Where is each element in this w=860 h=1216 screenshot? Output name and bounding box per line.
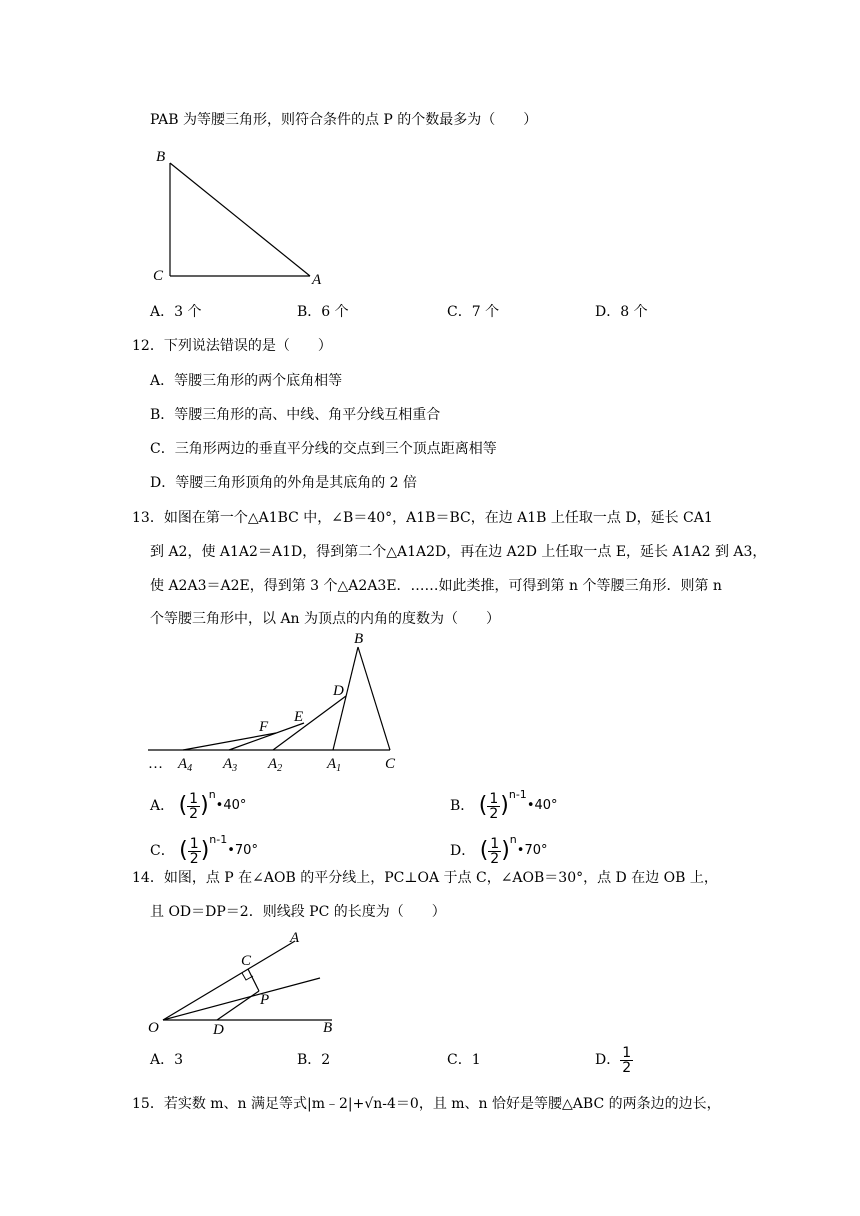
q11-stem: PAB 为等腰三角形，则符合条件的点 P 的个数最多为（ ） xyxy=(150,112,538,128)
q11-option-a[interactable]: A．3 个 xyxy=(150,304,202,320)
label-B: B xyxy=(156,149,166,165)
q14-option-a[interactable]: A．3 xyxy=(150,1052,184,1068)
label-D: D xyxy=(333,683,344,699)
q13-option-c[interactable]: C． ( $\frac{1}{2}$ )$^{n-1}$•70° xyxy=(150,833,258,867)
q15-stem-line-1: 15．若实数 m、n 满足等式|m﹣2|+√n-4＝0，且 m、n 恰好是等腰△ABC 的两条边的边长， xyxy=(132,1096,721,1112)
label-A2: $A_2$ xyxy=(268,756,283,774)
q11-option-b[interactable]: B．6 个 xyxy=(297,304,349,320)
label-E: E xyxy=(294,709,304,725)
q12-option-b[interactable]: B．等腰三角形的高、中线、角平分线互相重合 xyxy=(150,407,441,423)
q13-stem-line-1: 13．如图在第一个△A1BC 中，∠B＝40°，A1B＝BC，在边 A1B 上任取一点 D，延长 CA1 xyxy=(132,510,713,526)
label-A3: $A_3$ xyxy=(223,756,238,774)
q11-figure xyxy=(150,150,340,290)
q14-option-c[interactable]: C．1 xyxy=(447,1052,481,1068)
label-dots: … xyxy=(148,756,163,772)
q12-option-c[interactable]: C．三角形两边的垂直平分线的交点到三个顶点距离相等 xyxy=(150,441,497,457)
q14-stem-line-2: 且 OD＝DP＝2．则线段 PC 的长度为（ ） xyxy=(150,904,446,920)
label-P: P xyxy=(260,992,270,1008)
q13-stem-line-4: 个等腰三角形中，以 An 为顶点的内角的度数为（ ） xyxy=(150,611,501,627)
label-A: A xyxy=(312,272,322,288)
q14-figure xyxy=(145,928,355,1038)
label-B: B xyxy=(323,1020,333,1036)
q11-option-d[interactable]: D．8 个 xyxy=(595,304,648,320)
label-C: C xyxy=(153,268,164,284)
q12-stem: 12．下列说法错误的是（ ） xyxy=(132,338,332,354)
q13-option-a[interactable]: A． ( $\frac{1}{2}$ )$^n$•40° xyxy=(150,788,247,822)
q12-option-d[interactable]: D．等腰三角形顶角的外角是其底角的 2 倍 xyxy=(150,475,418,491)
q13-figure xyxy=(145,630,415,775)
q13-option-b[interactable]: B． ( $\frac{1}{2}$ )$^{n-1}$•40° xyxy=(450,788,558,822)
q13-stem-line-2: 到 A2，使 A1A2＝A1D，得到第二个△A1A2D，再在边 A2D 上任取一点 E，延长 A1A2 到 A3， xyxy=(150,544,767,560)
label-O: O xyxy=(148,1020,159,1036)
label-A: A xyxy=(290,930,300,946)
label-D: D xyxy=(213,1022,224,1038)
q12-option-a[interactable]: A．等腰三角形的两个底角相等 xyxy=(150,373,343,389)
q13-stem-line-3: 使 A2A3＝A2E，得到第 3 个△A2A3E．……如此类推，可得到第 n 个等腰三角形．则第 n xyxy=(150,578,722,594)
label-F: F xyxy=(259,719,269,735)
q14-option-b[interactable]: B．2 xyxy=(297,1052,331,1068)
label-A4: $A_4$ xyxy=(178,756,193,774)
q14-stem-line-1: 14．如图，点 P 在∠AOB 的平分线上，PC⊥OA 于点 C，∠AOB＝30°，点 D 在边 OB 上， xyxy=(132,870,718,886)
q13-option-d[interactable]: D． ( $\frac{1}{2}$ )$^n$•70° xyxy=(450,833,548,867)
q11-option-c[interactable]: C．7 个 xyxy=(447,304,500,320)
label-C: C xyxy=(241,953,252,969)
label-A1: $A_1$ xyxy=(327,756,342,774)
label-B: B xyxy=(354,631,364,647)
q14-option-d[interactable]: D． $\frac{1}{2}$ xyxy=(595,1044,632,1076)
label-C: C xyxy=(385,756,396,772)
